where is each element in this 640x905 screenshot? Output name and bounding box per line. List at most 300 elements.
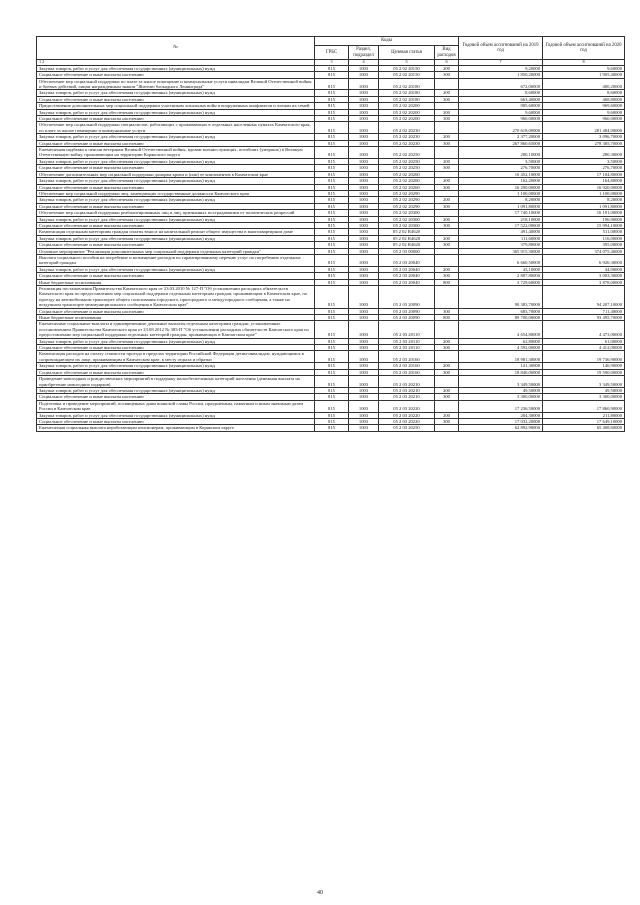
row-amount-2019: 1 100,00000 (459, 190, 543, 196)
row-grbs: 815 (315, 376, 349, 388)
header-year-2019: Годовой объем ассигнований на 2019 год (459, 37, 543, 60)
row-target-article: 05 2 02 R4620 (379, 235, 435, 241)
row-name: Закупка товаров, работ и услуг для обеспечения государственных (муниципальных) нужд (37, 65, 315, 71)
row-amount-2020: 17 104,80000 (543, 171, 625, 177)
row-grbs: 815 (315, 363, 349, 369)
row-razdel: 1003 (349, 338, 379, 344)
row-target-article: 05 2 02 20230 (379, 134, 435, 140)
row-expense-type: 300 (435, 72, 459, 78)
row-grbs: 815 (315, 418, 349, 424)
row-grbs: 815 (315, 147, 349, 159)
row-expense-type: 300 (435, 222, 459, 228)
row-amount-2019: 9,60000 (459, 109, 543, 115)
row-amount-2020: 1 100,00000 (543, 190, 625, 196)
row-expense-type: 300 (435, 273, 459, 279)
column-index-cell: 1 2 (37, 60, 315, 66)
table-row (37, 345, 625, 351)
row-target-article: 05 2 03 20110 (379, 321, 435, 338)
row-target-article: 05 2 03 20110 (379, 345, 435, 351)
row-target-article: 05 2 02 20290 (379, 190, 435, 196)
table-row (37, 376, 625, 388)
table-row (37, 266, 625, 272)
row-amount-2020: 44,90000 (543, 266, 625, 272)
row-amount-2020: 17 860,90000 (543, 400, 625, 412)
column-index-cell: 8 (543, 60, 625, 66)
row-expense-type: 200 (435, 235, 459, 241)
row-expense-type: 300 (435, 116, 459, 122)
row-name: Закупка товаров, работ и услуг для обеспечения государственных (муниципальных) нужд (37, 235, 315, 241)
row-grbs: 815 (315, 351, 349, 363)
row-amount-2019: 2 887,80000 (459, 273, 543, 279)
row-target-article: 05 2 03 20090 (379, 286, 435, 309)
row-razdel: 1003 (349, 394, 379, 400)
table-row (37, 321, 625, 338)
row-expense-type: 300 (435, 308, 459, 314)
row-razdel: 1003 (349, 351, 379, 363)
row-grbs: 815 (315, 321, 349, 338)
row-target-article: 05 2 02 20250 (379, 147, 435, 159)
row-expense-type (435, 78, 459, 90)
row-razdel: 1003 (349, 315, 379, 321)
table-row (37, 229, 625, 235)
row-name: Ежемесячная надбавка к пенсии ветеранам Великой Отечественной войны, вдовам военнослужащих, погибших (умерших) в Великую Отечественную войну, проживающим на территории Корякского округа (37, 147, 315, 159)
row-amount-2020: 19 736,90000 (543, 351, 625, 363)
row-amount-2019: 985,60000 (459, 103, 543, 109)
table-row (37, 308, 625, 314)
row-expense-type: 300 (435, 418, 459, 424)
row-amount-2020: 4 473,00000 (543, 321, 625, 338)
row-razdel: 1003 (349, 178, 379, 184)
row-grbs: 815 (315, 222, 349, 228)
table-row (37, 216, 625, 222)
row-grbs: 815 (315, 425, 349, 431)
table-row (37, 338, 625, 344)
row-name: Социальное обеспечение и иные выплаты населению (37, 345, 315, 351)
row-razdel: 1003 (349, 235, 379, 241)
row-expense-type (435, 351, 459, 363)
table-header (37, 37, 625, 66)
row-amount-2019: 218,10000 (459, 216, 543, 222)
row-amount-2019: 90 383,70000 (459, 286, 543, 309)
column-index-cell: 3 (315, 60, 349, 66)
row-name: Обеспечение мер социальной поддержки по плате за жилое помещение и коммунальные услуги инвалидам Великой Отечественной войны и боевых действий, лицам награжденным знаком "Жителю блокадного Ленинграда" (37, 78, 315, 90)
row-razdel: 1003 (349, 216, 379, 222)
table-row (37, 418, 625, 424)
row-expense-type (435, 376, 459, 388)
row-amount-2019: 2 377,20000 (459, 134, 543, 140)
row-amount-2019: 8,20000 (459, 197, 543, 203)
row-target-article: 05 2 03 00000 (379, 248, 435, 254)
row-name: Социальное обеспечение и иные выплаты населению (37, 184, 315, 190)
row-razdel: 1003 (349, 286, 379, 309)
row-expense-type: 200 (435, 266, 459, 272)
row-amount-2020: 196,90000 (543, 216, 625, 222)
row-amount-2020: 711,40000 (543, 308, 625, 314)
row-grbs: 815 (315, 184, 349, 190)
table-row (37, 184, 625, 190)
table-row (37, 412, 625, 418)
row-expense-type (435, 400, 459, 412)
row-name: Основное мероприятие "Реализация дополнительных мер социальной поддержки отдельных категорий граждан" (37, 248, 315, 254)
row-target-article: 05 2 03 20040 (379, 254, 435, 266)
row-grbs: 815 (315, 165, 349, 171)
row-amount-2020: 468,80000 (543, 96, 625, 102)
table-row (37, 165, 625, 171)
row-razdel: 1003 (349, 345, 379, 351)
table-row (37, 351, 625, 363)
row-amount-2019: 49,50000 (459, 387, 543, 393)
row-grbs: 815 (315, 109, 349, 115)
row-grbs: 815 (315, 394, 349, 400)
row-grbs: 815 (315, 242, 349, 248)
row-name: Иные бюджетные ассигнования (37, 315, 315, 321)
table-row (37, 140, 625, 146)
row-razdel: 1003 (349, 242, 379, 248)
table-row (37, 387, 625, 393)
row-target-article: 05 2 03 20210 (379, 376, 435, 388)
row-amount-2020: 9,60000 (543, 65, 625, 71)
table-row (37, 90, 625, 96)
table-row (37, 72, 625, 78)
header-grbs: ГРБС (315, 46, 349, 60)
row-expense-type (435, 254, 459, 266)
table-row (37, 78, 625, 90)
row-target-article: 05 2 02 20300 (379, 216, 435, 222)
row-target-article: 05 2 02 20250 (379, 165, 435, 171)
row-target-article: 05 2 02 20300 (379, 210, 435, 216)
row-target-article: 05 2 03 20040 (379, 279, 435, 285)
table-row (37, 222, 625, 228)
row-name: Социальное обеспечение и иные выплаты населению (37, 308, 315, 314)
row-amount-2020: 211,80000 (543, 412, 625, 418)
row-razdel: 1003 (349, 376, 379, 388)
row-amount-2019: 960,00000 (459, 116, 543, 122)
row-expense-type: 200 (435, 109, 459, 115)
row-expense-type (435, 321, 459, 338)
header-number: № (37, 37, 315, 60)
row-name: Обеспечение мер социальной поддержки лиц, замещающих государственные должности Камчатского края (37, 190, 315, 196)
page-number: 40 (317, 890, 323, 896)
row-name: Предоставление дополнительных мер социальной поддержки участникам локальных войн и вооруженных конфликтов и членам их семей (37, 103, 315, 109)
table-row (37, 369, 625, 375)
row-name: Социальное обеспечение и иные выплаты населению (37, 418, 315, 424)
row-grbs: 815 (315, 248, 349, 254)
row-razdel: 1003 (349, 308, 379, 314)
row-grbs: 815 (315, 171, 349, 177)
row-name: Закупка товаров, работ и услуг для обеспечения государственных (муниципальных) нужд (37, 158, 315, 164)
row-amount-2020: 17 649,10000 (543, 418, 625, 424)
row-razdel: 1003 (349, 321, 379, 338)
row-amount-2019: 3 349,50000 (459, 376, 543, 388)
row-grbs: 815 (315, 203, 349, 209)
row-expense-type (435, 425, 459, 431)
row-grbs: 815 (315, 65, 349, 71)
row-target-article: 05 2 03 20160 (379, 369, 435, 375)
row-expense-type: 200 (435, 178, 459, 184)
column-index-cell: 5 (379, 60, 435, 66)
row-name: Ежемесячные социальные выплаты и единовременные денежные выплаты отдельным категориям граждан, установленные постановлением Правительства Камчатского края от 23.08.2012 № 385-П "Об установлении расходных обязательств Камчатского края по предоставлению мер социальной поддержки отдельных категорий граждан, проживающих в Камчатском крае" (37, 321, 315, 338)
row-amount-2019: 18 981,30000 (459, 351, 543, 363)
row-target-article: 05 2 03 20220 (379, 418, 435, 424)
row-razdel: 1003 (349, 65, 379, 71)
row-target-article: 05 2 02 20260 (379, 178, 435, 184)
row-expense-type: 200 (435, 90, 459, 96)
row-expense-type: 300 (435, 184, 459, 190)
row-grbs: 815 (315, 190, 349, 196)
row-amount-2019: 204,30000 (459, 412, 543, 418)
row-target-article: 05 2 02 R4620 (379, 242, 435, 248)
row-razdel: 1003 (349, 72, 379, 78)
row-name: Закупка товаров, работ и услуг для обеспечения государственных (муниципальных) нужд (37, 90, 315, 96)
row-amount-2019: 3 300,00000 (459, 394, 543, 400)
table-row (37, 96, 625, 102)
row-target-article: 05 2 02 20180 (379, 78, 435, 90)
row-grbs: 815 (315, 412, 349, 418)
row-expense-type: 200 (435, 387, 459, 393)
row-name: Социальное обеспечение и иные выплаты населению (37, 96, 315, 102)
row-target-article: 05 2 02 20150 (379, 72, 435, 78)
row-razdel: 1003 (349, 190, 379, 196)
table-row (37, 158, 625, 164)
table-row (37, 210, 625, 216)
row-grbs: 815 (315, 116, 349, 122)
row-name: Социальное обеспечение и иные выплаты населению (37, 242, 315, 248)
row-expense-type: 800 (435, 315, 459, 321)
row-amount-2019: 62,80000 (459, 338, 543, 344)
row-target-article: 05 2 02 20290 (379, 203, 435, 209)
column-index-cell: 4 (349, 60, 379, 66)
row-amount-2020: 9,60000 (543, 109, 625, 115)
row-expense-type (435, 286, 459, 309)
row-grbs: 815 (315, 122, 349, 134)
header-codes: Коды (315, 37, 459, 46)
row-expense-type: 300 (435, 165, 459, 171)
row-razdel: 1003 (349, 197, 379, 203)
table-row (37, 147, 625, 159)
row-amount-2019: 3,50000 (459, 158, 543, 164)
row-amount-2019: 16 452,10000 (459, 171, 543, 177)
row-expense-type: 200 (435, 134, 459, 140)
row-name: Закупка товаров, работ и услуг для обеспечения государственных (муниципальных) нужд (37, 216, 315, 222)
row-razdel: 1003 (349, 412, 379, 418)
row-razdel: 1003 (349, 122, 379, 134)
row-name: Социальное обеспечение и иные выплаты населению (37, 140, 315, 146)
row-grbs: 815 (315, 308, 349, 314)
row-target-article: 05 2 02 20180 (379, 90, 435, 96)
row-name: Социальное обеспечение и иные выплаты населению (37, 394, 315, 400)
row-grbs: 815 (315, 72, 349, 78)
budget-table (36, 36, 625, 432)
row-amount-2020: 511,00000 (543, 229, 625, 235)
row-razdel: 1003 (349, 171, 379, 177)
row-amount-2020: 960,00000 (543, 116, 625, 122)
table-row (37, 242, 625, 248)
row-amount-2020: 400,20000 (543, 78, 625, 90)
row-razdel: 1003 (349, 103, 379, 109)
row-name: Выплата социального пособия на погребение и возмещение расходов по гарантированному перечню услуг по погребению отдельных категорий граждан (37, 254, 315, 266)
table-row (37, 178, 625, 184)
table-row (37, 109, 625, 115)
row-grbs: 815 (315, 103, 349, 109)
row-amount-2020: 1 905,40000 (543, 72, 625, 78)
row-amount-2019: 16 290,00000 (459, 184, 543, 190)
row-expense-type: 200 (435, 338, 459, 344)
table-row (37, 197, 625, 203)
row-amount-2019: 9,20000 (459, 65, 543, 71)
row-razdel: 1003 (349, 210, 379, 216)
row-razdel: 1003 (349, 279, 379, 285)
row-expense-type: 300 (435, 242, 459, 248)
row-amount-2019: 672,00000 (459, 78, 543, 90)
row-razdel: 1003 (349, 140, 379, 146)
row-amount-2020: 164,80000 (543, 178, 625, 184)
row-razdel: 1003 (349, 78, 379, 90)
row-expense-type: 300 (435, 203, 459, 209)
row-amount-2020: 3 300,00000 (543, 394, 625, 400)
row-amount-2019: 683,70000 (459, 308, 543, 314)
table-row (37, 400, 625, 412)
row-amount-2020: 146,90000 (543, 363, 625, 369)
row-grbs: 815 (315, 254, 349, 266)
row-amount-2019: 276,70000 (459, 165, 543, 171)
row-target-article: 05 2 03 20040 (379, 266, 435, 272)
row-target-article: 05 2 02 20230 (379, 140, 435, 146)
header-cs: Целевая статья (379, 46, 435, 60)
table-row (37, 171, 625, 177)
row-target-article: 05 2 02 20180 (379, 96, 435, 102)
row-razdel: 1003 (349, 165, 379, 171)
table-row (37, 65, 625, 71)
table-row (37, 425, 625, 431)
row-expense-type: 200 (435, 363, 459, 369)
row-razdel: 1003 (349, 90, 379, 96)
row-name: Закупка товаров, работ и услуг для обеспечения государственных (муниципальных) нужд (37, 338, 315, 344)
row-amount-2020: 65 408,60000 (543, 425, 625, 431)
row-expense-type: 300 (435, 96, 459, 102)
row-grbs: 815 (315, 315, 349, 321)
row-name: Закупка товаров, работ и услуг для обеспечения государственных (муниципальных) нужд (37, 266, 315, 272)
row-razdel: 1003 (349, 387, 379, 393)
row-amount-2019: 17 236,50000 (459, 400, 543, 412)
row-name: Социальное обеспечение и иные выплаты населению (37, 203, 315, 209)
row-amount-2019: 1 091,80000 (459, 203, 543, 209)
row-razdel: 1003 (349, 134, 379, 140)
row-razdel: 1003 (349, 418, 379, 424)
row-razdel: 1003 (349, 369, 379, 375)
row-amount-2020: 16 920,00000 (543, 184, 625, 190)
table-row (37, 248, 625, 254)
table-row (37, 254, 625, 266)
row-name: Закупка товаров, работ и услуг для обеспечения государственных (муниципальных) нужд (37, 197, 315, 203)
row-amount-2019: 3 729,60000 (459, 279, 543, 285)
row-amount-2020: 15 994,10000 (543, 222, 625, 228)
row-expense-type: 300 (435, 369, 459, 375)
row-name: Обеспечение мер социальной поддержки специалистов, работающих с проживающих в отдельных населенных пунктах Камчатского края, по плате за жилое помещение и коммунальные услуги (37, 122, 315, 134)
row-amount-2019: 17 032,20000 (459, 418, 543, 424)
row-amount-2020: 116,00000 (543, 235, 625, 241)
row-razdel: 1003 (349, 116, 379, 122)
table-row (37, 134, 625, 140)
row-amount-2019: 111,60000 (459, 235, 543, 241)
row-name: Ежемесячная социальная выплата неработающим пенсионерам, проживающим в Корякском округе (37, 425, 315, 431)
row-amount-2020: 16 191,00000 (543, 210, 625, 216)
row-razdel: 1003 (349, 248, 379, 254)
row-razdel: 1003 (349, 96, 379, 102)
table-row (37, 235, 625, 241)
row-name: Обеспечение мер социальной поддержки реабилитированных лиц и лиц, признанных пострадавшими от политических репрессий (37, 210, 315, 216)
row-grbs: 815 (315, 134, 349, 140)
row-expense-type: 200 (435, 158, 459, 164)
row-razdel: 1003 (349, 254, 379, 266)
row-grbs: 815 (315, 400, 349, 412)
row-grbs: 815 (315, 279, 349, 285)
row-target-article: 05 2 03 20220 (379, 400, 435, 412)
row-grbs: 815 (315, 286, 349, 309)
row-target-article: 05 2 02 20250 (379, 158, 435, 164)
row-amount-2020: 395,00000 (543, 242, 625, 248)
row-amount-2020: 3 878,00000 (543, 279, 625, 285)
table-row (37, 273, 625, 279)
row-amount-2019: 280,10000 (459, 147, 543, 159)
row-amount-2019: 365 915,30000 (459, 248, 543, 254)
row-amount-2019: 162,20000 (459, 178, 543, 184)
row-grbs: 815 (315, 96, 349, 102)
row-name: Закупка товаров, работ и услуг для обеспечения государственных (муниципальных) нужд (37, 109, 315, 115)
row-target-article: 05 2 02 20200 (379, 103, 435, 109)
row-grbs: 815 (315, 178, 349, 184)
row-amount-2019: 267 860,65000 (459, 140, 543, 146)
row-razdel: 1003 (349, 363, 379, 369)
row-razdel: 1003 (349, 222, 379, 228)
row-amount-2020: 280,30000 (543, 147, 625, 159)
table-row (37, 394, 625, 400)
table-row (37, 286, 625, 309)
row-amount-2019: 8,60000 (459, 90, 543, 96)
row-amount-2020: 94 207,10000 (543, 286, 625, 309)
row-grbs: 815 (315, 235, 349, 241)
table-row (37, 116, 625, 122)
row-amount-2019: 270 618,00000 (459, 122, 543, 134)
row-target-article: 05 2 02 20300 (379, 222, 435, 228)
row-name: Закупка товаров, работ и услуг для обеспечения государственных (муниципальных) нужд (37, 363, 315, 369)
row-amount-2019: 17 522,00000 (459, 222, 543, 228)
row-amount-2020: 61,00000 (543, 338, 625, 344)
row-target-article: 05 2 02 20230 (379, 122, 435, 134)
row-name: Проведение новогодних и рождественских мероприятий в поддержку малообеспеченных категорий населения (денежная выплата на приобретение новогодних подарков) (37, 376, 315, 388)
row-amount-2019: 89 700,00000 (459, 315, 543, 321)
row-name: Социальное обеспечение и иные выплаты населению (37, 72, 315, 78)
header-razdel: Раздел, подраздел (349, 46, 379, 60)
row-razdel: 1003 (349, 109, 379, 115)
row-expense-type (435, 122, 459, 134)
row-target-article: 05 2 03 20040 (379, 273, 435, 279)
row-amount-2020: 3 349,50000 (543, 376, 625, 388)
row-grbs: 815 (315, 229, 349, 235)
row-target-article: 05 2 03 20220 (379, 412, 435, 418)
header-vid: Вид расходов (435, 46, 459, 60)
row-target-article: 05 2 02 20200 (379, 116, 435, 122)
row-grbs: 815 (315, 338, 349, 344)
row-amount-2020: 276,70000 (543, 165, 625, 171)
row-amount-2020: 49,50000 (543, 387, 625, 393)
row-name: Социальное обеспечение и иные выплаты населению (37, 222, 315, 228)
row-grbs: 815 (315, 266, 349, 272)
row-target-article: 05 2 03 20210 (379, 387, 435, 393)
row-razdel: 1003 (349, 273, 379, 279)
row-grbs: 815 (315, 216, 349, 222)
row-amount-2020: 281 484,00000 (543, 122, 625, 134)
row-name: Социальное обеспечение и иные выплаты населению (37, 273, 315, 279)
